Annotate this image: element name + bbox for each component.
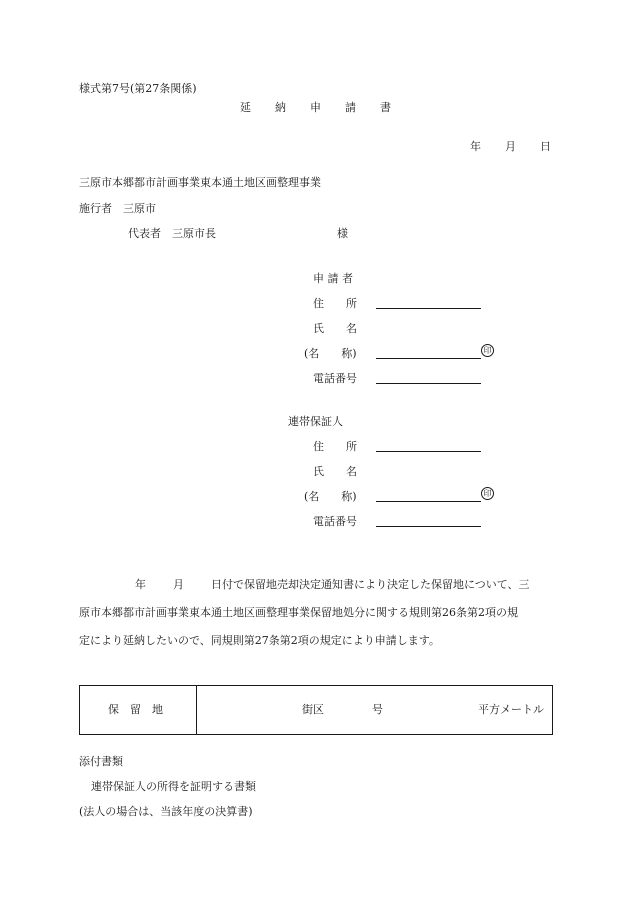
seal-icon: 印 xyxy=(481,344,494,357)
attachments-item: 連帯保証人の所得を証明する書類 xyxy=(91,780,256,793)
applicant-corp-label: (名 称) xyxy=(304,347,357,360)
table-area-unit: 平方メートル xyxy=(478,703,544,716)
table-block: 街区 xyxy=(302,703,324,716)
body-line1: 日付で保留地売却決定通知書により決定した保留地について、三 xyxy=(211,578,530,591)
project-name: 三原市本郷都市計画事業東本通土地区画整理事業 xyxy=(79,176,321,189)
honorific: 様 xyxy=(337,227,348,240)
title-char: 請 xyxy=(345,101,356,114)
form-number: 様式第7号(第27条関係) xyxy=(79,82,197,95)
body-month: 月 xyxy=(173,578,184,591)
attachments-heading: 添付書類 xyxy=(79,755,123,768)
table-number: 号 xyxy=(372,703,383,716)
executor: 施行者 三原市 xyxy=(79,202,156,215)
reserved-land-table xyxy=(79,685,553,735)
seal-icon: 印 xyxy=(481,487,494,500)
title-char: 申 xyxy=(310,101,321,114)
date-day: 日 xyxy=(540,140,551,153)
representative: 代表者 三原市長 xyxy=(128,227,216,240)
applicant-heading: 申 請 者 xyxy=(313,272,353,285)
applicant-address-label: 住 所 xyxy=(313,297,357,310)
body-year: 年 xyxy=(135,578,146,591)
applicant-name-line[interactable] xyxy=(376,358,481,359)
applicant-name-label: 氏 名 xyxy=(313,322,357,335)
applicant-phone-label: 電話番号 xyxy=(313,372,357,385)
date-month: 月 xyxy=(505,140,516,153)
body-line3: 定により延納したいので、同規則第27条第2項の規定により申請します。 xyxy=(79,634,440,647)
guarantor-name-line[interactable] xyxy=(376,501,481,502)
applicant-address-line[interactable] xyxy=(376,308,481,309)
guarantor-heading: 連帯保証人 xyxy=(288,415,343,428)
guarantor-name-label: 氏 名 xyxy=(313,465,357,478)
guarantor-address-label: 住 所 xyxy=(313,440,357,453)
table-label: 保 留 地 xyxy=(108,703,163,716)
guarantor-phone-line[interactable] xyxy=(376,526,481,527)
title-char: 延 xyxy=(240,101,251,114)
table-divider xyxy=(196,686,197,734)
body-line2: 原市本郷都市計画事業東本通土地区画整理事業保留地処分に関する規則第26条第2項の規 xyxy=(79,606,518,619)
applicant-phone-line[interactable] xyxy=(376,383,481,384)
guarantor-corp-label: (名 称) xyxy=(304,490,357,503)
title-char: 書 xyxy=(380,101,391,114)
attachments-note: (法人の場合は、当該年度の決算書) xyxy=(79,805,253,818)
guarantor-address-line[interactable] xyxy=(376,451,481,452)
title-char: 納 xyxy=(275,101,286,114)
guarantor-phone-label: 電話番号 xyxy=(313,515,357,528)
date-year: 年 xyxy=(470,140,481,153)
